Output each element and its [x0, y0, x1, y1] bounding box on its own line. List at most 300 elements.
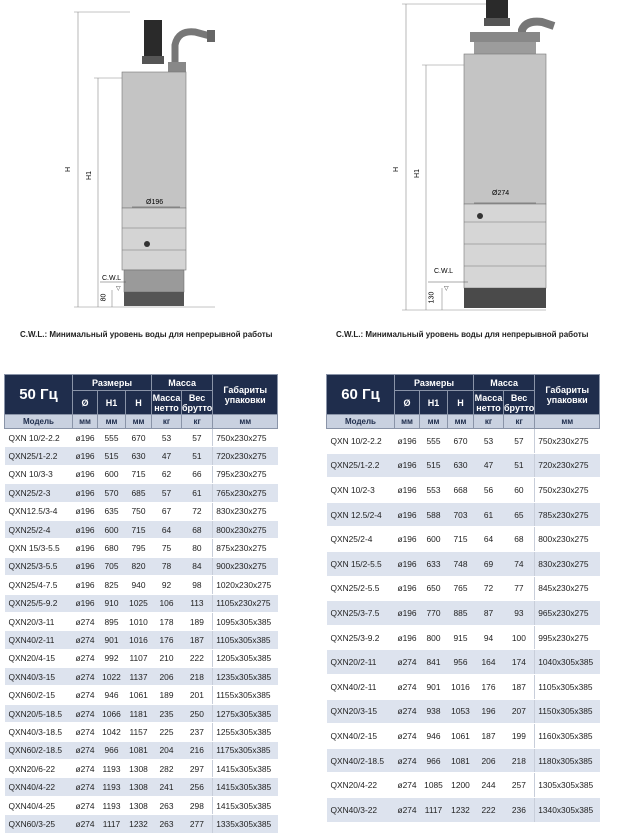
pack-dims-cell: 1040x305x385 — [535, 650, 600, 675]
gross-mass-col-header: Вес брутто — [182, 392, 213, 413]
cwl-label: C.W.L — [434, 268, 454, 275]
model-cell: QXN20/6-22 — [5, 760, 73, 778]
table-row — [327, 773, 600, 798]
pack-dims-cell: 1255x305x385 — [213, 723, 278, 741]
h-cell: 795 — [126, 539, 152, 557]
gross-mass-cell: 174 — [504, 650, 535, 675]
sizes-group-header: Размеры — [73, 375, 152, 391]
pack-dims-cell: 830x230x275 — [213, 502, 278, 520]
pack-dims-cell: 1415x305x385 — [213, 760, 278, 778]
model-cell: QXN60/2-15 — [5, 686, 73, 704]
diameter-cell: ø196 — [395, 429, 420, 454]
model-unit-header: Модель — [5, 415, 73, 429]
net-mass-cell: 176 — [152, 631, 182, 649]
h1-cell: 966 — [98, 741, 126, 759]
pack-dims-cell: 965x230x275 — [535, 601, 600, 626]
diameter-cell: ø196 — [73, 429, 98, 447]
diameter-cell: ø274 — [73, 668, 98, 686]
unit-mm: мм — [98, 415, 126, 429]
pack-dims-cell: 765x230x275 — [213, 484, 278, 502]
h1-cell: 841 — [420, 650, 448, 675]
model-cell: QXN25/2-4 — [5, 520, 73, 538]
table-row — [327, 699, 600, 724]
pack-dims-cell: 1160x305x385 — [535, 724, 600, 749]
diameter-cell: ø196 — [395, 551, 420, 576]
dim-h1-label: H1 — [85, 171, 93, 180]
gross-mass-cell: 237 — [182, 723, 213, 741]
diameter-cell: ø196 — [73, 502, 98, 520]
diameter-cell: ø274 — [73, 778, 98, 796]
h-cell: 1232 — [126, 815, 152, 833]
net-mass-cell: 57 — [152, 484, 182, 502]
bottom-dim-label: 130 — [428, 291, 436, 304]
model-cell: QXN25/3-5.5 — [5, 557, 73, 575]
net-mass-cell: 53 — [474, 429, 504, 454]
net-mass-cell: 87 — [474, 601, 504, 626]
h1-cell: 633 — [420, 551, 448, 576]
table-row — [5, 796, 278, 814]
h1-cell: 938 — [420, 699, 448, 724]
h-cell: 748 — [448, 551, 474, 576]
gross-mass-cell: 66 — [182, 465, 213, 483]
h-cell: 1061 — [126, 686, 152, 704]
gross-mass-cell: 216 — [182, 741, 213, 759]
pack-dims-cell: 1205x305x385 — [213, 649, 278, 667]
pack-dims-cell: 900x230x275 — [213, 557, 278, 575]
table-row — [327, 527, 600, 552]
h-cell: 670 — [448, 429, 474, 454]
table-row — [5, 465, 278, 483]
unit-mm: мм — [395, 415, 420, 429]
unit-kg: кг — [152, 415, 182, 429]
diameter-cell: ø274 — [73, 686, 98, 704]
h-cell: 715 — [448, 527, 474, 552]
h1-cell: 680 — [98, 539, 126, 557]
model-cell: QXN 10/2-3 — [327, 478, 395, 503]
pack-dims-cell: 1275x305x385 — [213, 704, 278, 722]
gross-mass-cell: 236 — [504, 797, 535, 822]
table-row — [327, 576, 600, 601]
pack-dims-cell: 1095x305x385 — [213, 612, 278, 630]
diameter-cell: ø196 — [395, 601, 420, 626]
diameter-cell: ø196 — [395, 625, 420, 650]
diameter-cell: ø274 — [395, 748, 420, 773]
diameter-cell: ø274 — [73, 741, 98, 759]
model-cell: QXN40/3-22 — [327, 797, 395, 822]
diameter-cell: ø274 — [395, 650, 420, 675]
pack-dims-cell: 750x230x275 — [213, 429, 278, 447]
h1-cell: 1085 — [420, 773, 448, 798]
spec-table-50hz — [4, 374, 278, 834]
gross-mass-cell: 207 — [504, 699, 535, 724]
model-cell: QXN25/4-7.5 — [5, 576, 73, 594]
model-cell: QXN25/3-9.2 — [327, 625, 395, 650]
table-row — [327, 674, 600, 699]
h-cell: 1232 — [448, 797, 474, 822]
h1-cell: 1117 — [98, 815, 126, 833]
model-cell: QXN20/4-15 — [5, 649, 73, 667]
diameter-cell: ø196 — [73, 539, 98, 557]
gross-mass-cell: 257 — [504, 773, 535, 798]
net-mass-cell: 204 — [152, 741, 182, 759]
table-50hz — [4, 374, 278, 834]
pack-dims-cell: 1105x305x385 — [213, 631, 278, 649]
freq-header: 60 Гц — [327, 375, 395, 415]
gross-mass-cell: 51 — [182, 447, 213, 465]
pack-dims-cell: 720x230x275 — [535, 453, 600, 478]
table-row — [5, 815, 278, 833]
diameter-cell: ø196 — [73, 594, 98, 612]
gross-mass-cell: 113 — [182, 594, 213, 612]
pack-dims-cell: 995x230x275 — [535, 625, 600, 650]
diameter-label: Ø274 — [492, 190, 510, 197]
table-60hz-body — [327, 429, 600, 823]
net-mass-cell: 187 — [474, 724, 504, 749]
unit-mm: мм — [448, 415, 474, 429]
model-cell: QXN40/4-22 — [5, 778, 73, 796]
h-cell: 1137 — [126, 668, 152, 686]
h1-col-header: H1 — [98, 391, 126, 415]
table-row — [5, 612, 278, 630]
diameter-cell: ø274 — [395, 699, 420, 724]
table-row — [5, 631, 278, 649]
net-mass-cell: 61 — [474, 502, 504, 527]
net-mass-cell: 189 — [152, 686, 182, 704]
model-cell: QXN25/2-4 — [327, 527, 395, 552]
gross-mass-cell: 60 — [504, 478, 535, 503]
net-mass-cell: 47 — [474, 453, 504, 478]
table-row — [327, 453, 600, 478]
unit-mm: мм — [73, 415, 98, 429]
pump-drawing-left-svg — [0, 0, 314, 345]
unit-mm: мм — [420, 415, 448, 429]
h1-cell: 1193 — [98, 796, 126, 814]
gross-mass-cell: 199 — [504, 724, 535, 749]
gross-mass-cell: 72 — [182, 502, 213, 520]
table-row — [327, 601, 600, 626]
table-row — [327, 650, 600, 675]
pack-dims-cell: 800x230x275 — [213, 520, 278, 538]
pack-header: Габариты упаковки — [213, 375, 278, 415]
model-cell: QXN40/2-11 — [5, 631, 73, 649]
h1-cell: 825 — [98, 576, 126, 594]
gross-mass-cell: 187 — [504, 674, 535, 699]
h1-col-header: H1 — [420, 391, 448, 415]
net-mass-cell: 78 — [152, 557, 182, 575]
model-cell: QXN25/2-3 — [5, 484, 73, 502]
h1-cell: 1022 — [98, 668, 126, 686]
model-cell: QXN20/2-11 — [327, 650, 395, 675]
table-row — [327, 797, 600, 822]
diameter-cell: ø274 — [73, 649, 98, 667]
diameter-cell: ø196 — [395, 527, 420, 552]
h1-cell: 770 — [420, 601, 448, 626]
h1-cell: 570 — [98, 484, 126, 502]
h-cell: 1107 — [126, 649, 152, 667]
h-cell: 1081 — [448, 748, 474, 773]
diameter-cell: ø196 — [395, 478, 420, 503]
net-mass-cell: 176 — [474, 674, 504, 699]
table-row — [5, 668, 278, 686]
h-cell: 1181 — [126, 704, 152, 722]
net-mass-cell: 222 — [474, 797, 504, 822]
net-mass-cell: 196 — [474, 699, 504, 724]
model-cell: QXN40/3-15 — [5, 668, 73, 686]
sizes-group-header: Размеры — [395, 375, 474, 391]
pack-dims-cell: 1335x305x385 — [213, 815, 278, 833]
pack-dims-cell: 1105x230x275 — [213, 594, 278, 612]
net-mass-cell: 106 — [152, 594, 182, 612]
diameter-cell: ø196 — [73, 557, 98, 575]
gross-mass-cell: 100 — [504, 625, 535, 650]
model-cell: QXN 15/3-5.5 — [5, 539, 73, 557]
diameter-label: Ø196 — [146, 199, 164, 206]
unit-mm: мм — [126, 415, 152, 429]
gross-mass-cell: 68 — [504, 527, 535, 552]
unit-mm: мм — [535, 415, 600, 429]
h-cell: 940 — [126, 576, 152, 594]
h-cell: 715 — [126, 465, 152, 483]
pack-dims-cell: 1150x305x385 — [535, 699, 600, 724]
h1-cell: 966 — [420, 748, 448, 773]
model-cell: QXN40/2-18.5 — [327, 748, 395, 773]
net-mass-cell: 47 — [152, 447, 182, 465]
gross-mass-cell: 65 — [504, 502, 535, 527]
model-cell: QXN25/3-7.5 — [327, 601, 395, 626]
bottom-dim-label: 80 — [100, 293, 108, 302]
pack-dims-cell: 750x230x275 — [535, 429, 600, 454]
pack-dims-cell: 1340x305x385 — [535, 797, 600, 822]
h-cell: 1061 — [448, 724, 474, 749]
model-cell: QXN 12.5/2-4 — [327, 502, 395, 527]
pack-dims-cell: 1235x305x385 — [213, 668, 278, 686]
diameter-cell: ø274 — [73, 704, 98, 722]
net-mass-cell: 235 — [152, 704, 182, 722]
h1-cell: 910 — [98, 594, 126, 612]
h-cell: 885 — [448, 601, 474, 626]
h1-cell: 1193 — [98, 760, 126, 778]
h1-cell: 705 — [98, 557, 126, 575]
h-cell: 1016 — [448, 674, 474, 699]
h1-cell: 1066 — [98, 704, 126, 722]
net-mass-cell: 62 — [152, 465, 182, 483]
diameter-cell: ø196 — [73, 484, 98, 502]
gross-mass-cell: 68 — [182, 520, 213, 538]
diameter-cell: ø274 — [395, 773, 420, 798]
h1-cell: 555 — [420, 429, 448, 454]
h-cell: 1308 — [126, 796, 152, 814]
gross-mass-cell: 256 — [182, 778, 213, 796]
pack-dims-cell: 1020x230x275 — [213, 576, 278, 594]
h1-cell: 515 — [98, 447, 126, 465]
pack-dims-cell: 785x230x275 — [535, 502, 600, 527]
model-cell: QXN25/5-9.2 — [5, 594, 73, 612]
pack-dims-cell: 1415x305x385 — [213, 796, 278, 814]
svg-text:▽: ▽ — [444, 286, 449, 292]
table-row — [5, 741, 278, 759]
h-col-header: H — [448, 391, 474, 415]
net-mass-cell: 282 — [152, 760, 182, 778]
model-cell: QXN20/3-11 — [5, 612, 73, 630]
h-col-header: H — [126, 391, 152, 415]
gross-mass-cell: 93 — [504, 601, 535, 626]
net-mass-cell: 263 — [152, 815, 182, 833]
model-cell: QXN 10/3-3 — [5, 465, 73, 483]
h-cell: 1025 — [126, 594, 152, 612]
table-row — [5, 760, 278, 778]
gross-mass-cell: 218 — [504, 748, 535, 773]
pack-dims-cell: 1105x305x385 — [535, 674, 600, 699]
net-mass-cell: 263 — [152, 796, 182, 814]
unit-kg: кг — [474, 415, 504, 429]
cwl-label: C.W.L — [102, 275, 122, 282]
diameter-cell: ø274 — [73, 760, 98, 778]
diameter-cell: ø274 — [73, 796, 98, 814]
net-mass-cell: 164 — [474, 650, 504, 675]
h-cell: 1200 — [448, 773, 474, 798]
freq-header: 50 Гц — [5, 375, 73, 415]
net-mass-cell: 225 — [152, 723, 182, 741]
table-row — [327, 625, 600, 650]
gross-mass-col-header: Вес брутто — [504, 392, 535, 413]
h1-cell: 650 — [420, 576, 448, 601]
net-mass-cell: 206 — [152, 668, 182, 686]
gross-mass-cell: 57 — [504, 429, 535, 454]
net-mass-cell: 75 — [152, 539, 182, 557]
diameter-col-header: Ø — [395, 391, 420, 415]
h-cell: 956 — [448, 650, 474, 675]
gross-mass-cell: 218 — [182, 668, 213, 686]
h-cell: 715 — [126, 520, 152, 538]
pack-dims-cell: 1175x305x385 — [213, 741, 278, 759]
diameter-cell: ø274 — [73, 631, 98, 649]
h-cell: 1308 — [126, 778, 152, 796]
h-cell: 765 — [448, 576, 474, 601]
diameter-cell: ø196 — [395, 576, 420, 601]
net-mass-cell: 206 — [474, 748, 504, 773]
diameter-cell: ø196 — [395, 453, 420, 478]
h1-cell: 600 — [98, 465, 126, 483]
h1-cell: 992 — [98, 649, 126, 667]
unit-kg: кг — [182, 415, 213, 429]
h1-cell: 553 — [420, 478, 448, 503]
table-row — [5, 649, 278, 667]
mass-group-header: Масса — [474, 375, 535, 391]
h1-cell: 600 — [420, 527, 448, 552]
table-row — [5, 778, 278, 796]
table-row — [5, 502, 278, 520]
pack-dims-cell: 1155x305x385 — [213, 686, 278, 704]
gross-mass-cell: 297 — [182, 760, 213, 778]
model-cell: QXN20/4-22 — [327, 773, 395, 798]
h-cell: 1053 — [448, 699, 474, 724]
h-cell: 1016 — [126, 631, 152, 649]
table-row — [5, 429, 278, 447]
pack-dims-cell: 720x230x275 — [213, 447, 278, 465]
table-row — [327, 478, 600, 503]
table-60hz — [326, 374, 600, 823]
gross-mass-cell: 77 — [504, 576, 535, 601]
model-cell: QXN40/3-18.5 — [5, 723, 73, 741]
pack-header: Габариты упаковки — [535, 375, 600, 415]
table-row — [5, 723, 278, 741]
spec-table-60hz — [326, 374, 600, 823]
net-mass-cell: 53 — [152, 429, 182, 447]
net-mass-cell: 64 — [152, 520, 182, 538]
h1-cell: 800 — [420, 625, 448, 650]
pack-dims-cell: 830x230x275 — [535, 551, 600, 576]
pack-dims-cell: 875x230x275 — [213, 539, 278, 557]
pack-dims-cell: 800x230x275 — [535, 527, 600, 552]
model-unit-header: Модель — [327, 415, 395, 429]
model-cell: QXN40/2-11 — [327, 674, 395, 699]
table-row — [5, 539, 278, 557]
h1-cell: 1042 — [98, 723, 126, 741]
net-mass-cell: 210 — [152, 649, 182, 667]
h-cell: 1308 — [126, 760, 152, 778]
table-50hz-body — [5, 429, 278, 834]
table-row — [327, 551, 600, 576]
net-mass-cell: 72 — [474, 576, 504, 601]
svg-text:▽: ▽ — [116, 286, 121, 292]
diameter-cell: ø196 — [73, 447, 98, 465]
net-mass-cell: 67 — [152, 502, 182, 520]
h1-cell: 555 — [98, 429, 126, 447]
table-row — [327, 502, 600, 527]
h-cell: 820 — [126, 557, 152, 575]
h-cell: 685 — [126, 484, 152, 502]
model-cell: QXN20/5-18.5 — [5, 704, 73, 722]
gross-mass-cell: 74 — [504, 551, 535, 576]
h1-cell: 588 — [420, 502, 448, 527]
model-cell: QXN60/3-25 — [5, 815, 73, 833]
model-cell: QXN 15/2-5.5 — [327, 551, 395, 576]
h1-cell: 1193 — [98, 778, 126, 796]
h1-cell: 1117 — [420, 797, 448, 822]
table-row — [5, 576, 278, 594]
gross-mass-cell: 250 — [182, 704, 213, 722]
table-row — [5, 557, 278, 575]
pack-dims-cell: 750x230x275 — [535, 478, 600, 503]
h-cell: 630 — [126, 447, 152, 465]
pump-drawing-50hz — [0, 0, 314, 345]
pack-dims-cell: 1415x305x385 — [213, 778, 278, 796]
model-cell: QXN25/1-2.2 — [5, 447, 73, 465]
gross-mass-cell: 187 — [182, 631, 213, 649]
diameter-cell: ø196 — [395, 502, 420, 527]
pack-dims-cell: 795x230x275 — [213, 465, 278, 483]
net-mass-col-header: Масса нетто — [152, 392, 181, 413]
diameter-cell: ø274 — [395, 797, 420, 822]
diameter-cell: ø274 — [73, 612, 98, 630]
table-row — [5, 704, 278, 722]
h1-cell: 901 — [98, 631, 126, 649]
model-cell: QXN40/4-25 — [5, 796, 73, 814]
model-cell: QXN25/2-5.5 — [327, 576, 395, 601]
gross-mass-cell: 61 — [182, 484, 213, 502]
net-mass-cell: 94 — [474, 625, 504, 650]
diameter-cell: ø196 — [73, 576, 98, 594]
h-cell: 1157 — [126, 723, 152, 741]
model-cell: QXN25/1-2.2 — [327, 453, 395, 478]
gross-mass-cell: 277 — [182, 815, 213, 833]
h-cell: 703 — [448, 502, 474, 527]
pack-dims-cell: 1305x305x385 — [535, 773, 600, 798]
h1-cell: 901 — [420, 674, 448, 699]
h-cell: 670 — [126, 429, 152, 447]
h-cell: 668 — [448, 478, 474, 503]
net-mass-cell: 178 — [152, 612, 182, 630]
